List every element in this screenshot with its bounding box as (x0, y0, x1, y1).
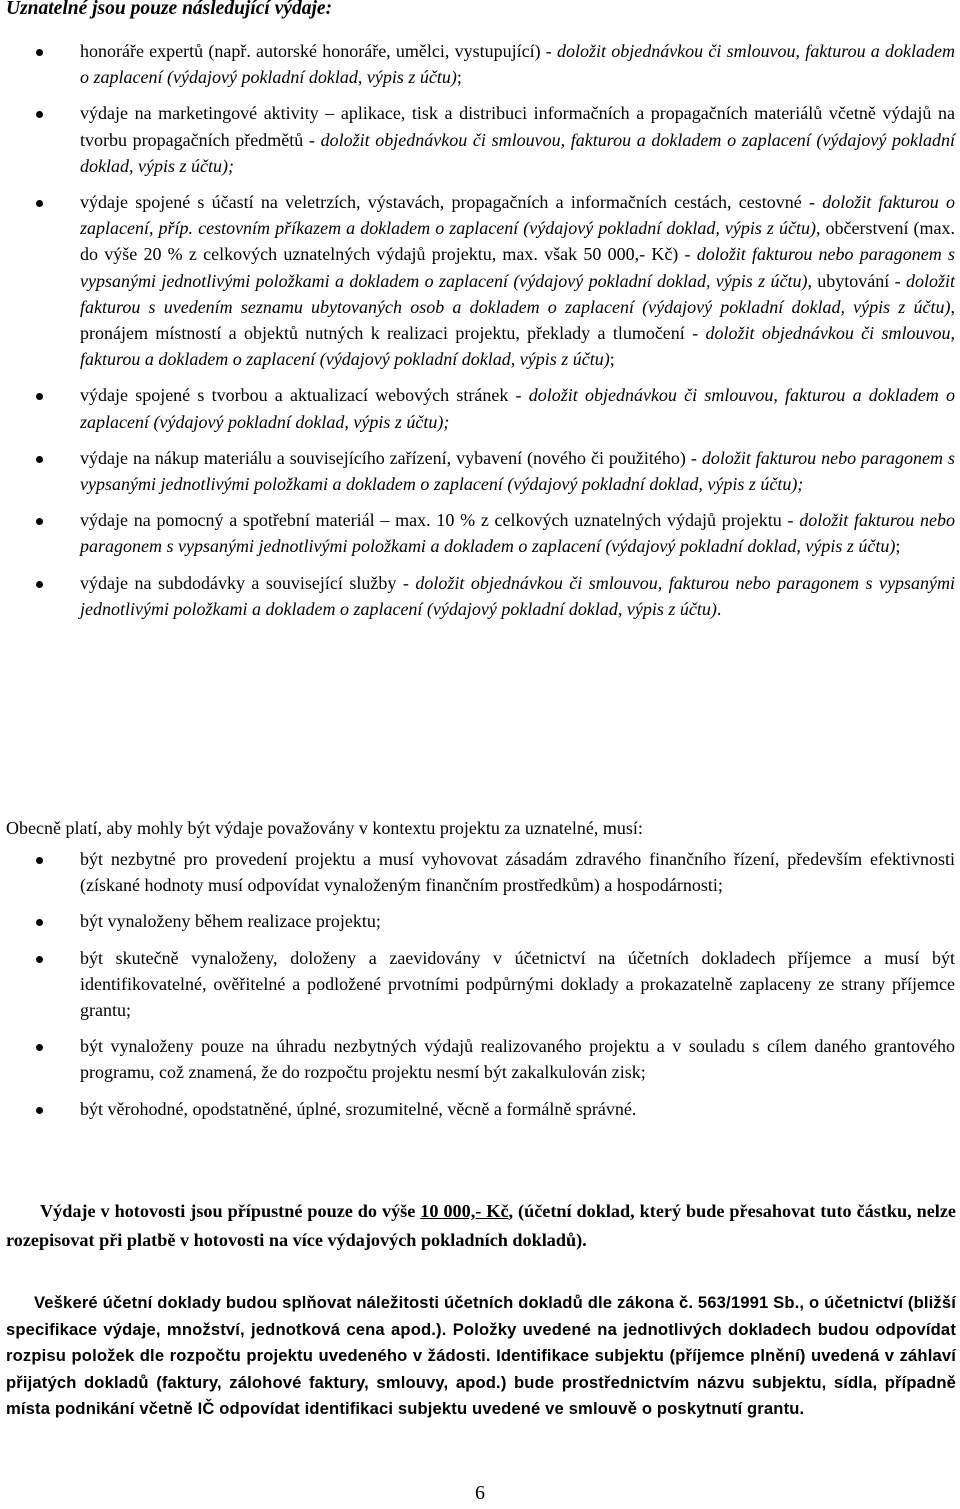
cash-expenses-paragraph (6, 1197, 956, 1255)
underlined-amount: 10 000,- Kč (420, 1201, 509, 1221)
list-item (0, 1096, 960, 1122)
bullet-icon (36, 393, 43, 400)
italic-text: doložit objednávkou či smlouvou, fakturou nebo paragonem s vypsanými jednotlivými položkami a dokladem o zaplacení (výdajový pokladní doklad, výpis z účtu) (80, 572, 956, 619)
text-run: být skutečně vynaloženy, doloženy a zaevidovány v účetnictví na účetních dokladech příjemce a musí být identifikovatelné, ověřitelné a podložené prvotními podpůrnými doklady a prokazatelně zaplaceny ze strany příjemce grantu; (80, 947, 955, 1021)
text-run: výdaje na marketingové aktivity – aplikace, tisk a distribuci informačních a propagačních materiálů včetně výdajů na tvorbu propagačních předmětů - (80, 103, 955, 150)
text-run: , (účetní doklad, který bude přesahovat tuto částku, nelze rozepisovat při platbě v hotovosti na více výdajových pokladních dokladů). (6, 1201, 956, 1250)
text-run: být vynaloženy pouze na úhradu nezbytných výdajů realizovaného projektu a v souladu s cílem daného grantového programu, což znamená, že do rozpočtu projektu nesmí být zakalkulován zisk; (80, 1036, 955, 1083)
italic-text: doložit objednávkou či smlouvou, fakturou a dokladem o zaplacení (výdajový pokladní doklad, výpis z účtu) (80, 323, 956, 370)
list-item (0, 189, 960, 372)
page-number: 6 (475, 1482, 485, 1504)
text-run: být věrohodné, opodstatněné, úplné, srozumitelné, věcně a formálně správné. (80, 1098, 637, 1119)
text-run: , pronájem místností a objektů nutných k realizaci projektu, překlady a tlumočení - (80, 296, 955, 344)
text-run: ; (456, 67, 462, 88)
text-run: výdaje na pomocný a spotřební materiál – max. 10 % z celkových uznatelných výdajů projektu - (80, 510, 800, 531)
list-item (0, 846, 960, 898)
list-item (0, 445, 960, 497)
text-run: být vynaloženy během realizace projektu; (80, 911, 381, 932)
bullet-icon (36, 49, 43, 56)
list-item (0, 38, 960, 90)
italic-text: doložit objednávkou či smlouvou, fakturou a dokladem o zaplacení (výdajový pokladní doklad, výpis z účtu); (80, 129, 956, 176)
general-conditions-intro: Obecně platí, aby mohly být výdaje považovány v kontextu projektu za uznatelné, musí: (6, 818, 643, 838)
list-item (0, 1033, 960, 1085)
italic-text: doložit objednávkou či smlouvou, fakturou a dokladem o zaplacení (výdajový pokladní doklad, výpis z účtu); (80, 385, 955, 432)
italic-text: doložit fakturou nebo paragonem s vypsanými jednotlivými položkami a dokladem o zaplacení (výdajový pokladní doklad, výpis z účtu) (80, 244, 956, 291)
list-item (0, 100, 960, 179)
text-run: výdaje spojené s tvorbou a aktualizací webových stránek - (80, 385, 529, 406)
text-run: výdaje na nákup materiálu a souvisejícího zařízení, vybavení (nového či použitého) - (80, 447, 702, 468)
text-run: Výdaje v hotovosti jsou přípustné pouze do výše (40, 1201, 421, 1221)
bullet-icon (36, 956, 43, 963)
bullet-icon (36, 111, 43, 118)
text-run: . (716, 598, 722, 619)
eligible-expenses-list (0, 38, 960, 622)
text-run: výdaje spojené s účastí na veletrzích, výstavách, propagačních a informačních cestách, cestovné - (80, 192, 823, 213)
section-heading: Uznatelné jsou pouze následující výdaje: (6, 0, 333, 19)
text-run: Veškeré účetní doklady budou splňovat náležitosti účetních dokladů dle zákona č. 563/1991 Sb., o účetnictví (bližší specifikace výdaje, množství, jednotková cena apod.). Položky uvedené na jednotlivých dokladech budou odpovídat rozpisu položek dle rozpočtu projektu uvedeného v žádosti. Identifikace subjektu (příjemce plnění) uvedená v záhlaví přijatých dokladů (faktury, zálohové faktury, smlouvy, apod.) bude prostřednictvím názvu subjektu, sídla, případně místa podnikání včetně IČ odpovídat identifikaci subjektu uvedené ve smlouvě o poskytnutí grantu. (6, 1293, 956, 1418)
bullet-icon (36, 1044, 43, 1051)
text-run: ; (609, 349, 615, 370)
text-run: ; (895, 536, 901, 557)
text-run: být nezbytné pro provedení projektu a musí vyhovovat zásadám zdravého finančního řízení, především efektivnosti (získané hodnoty musí odpovídat vynaloženým finančním prostředkům) a hospodárnosti; (80, 849, 955, 896)
italic-text: doložit fakturou s uvedením seznamu ubytovaných osob a dokladem o zaplacení (výdajový pokladní doklad, výpis z účtu) (80, 270, 955, 317)
list-item (0, 507, 960, 559)
list-item (0, 382, 960, 434)
list-item (0, 945, 960, 1024)
bullet-icon (36, 581, 43, 588)
bullet-icon (36, 919, 43, 926)
text-run: , občerstvení (max. do výše 20 % z celkových uznatelných výdajů projektu, max. však 50 000,- Kč) - (80, 218, 956, 265)
text-run: honoráře expertů (např. autorské honoráře, umělci, vystupující) - (80, 41, 557, 61)
list-item (0, 908, 960, 934)
bullet-icon (36, 1107, 43, 1114)
accounting-documents-paragraph (6, 1290, 956, 1423)
bullet-icon (36, 518, 43, 525)
italic-text: doložit fakturou nebo paragonem s vypsanými jednotlivými položkami a dokladem o zaplacení (výdajový pokladní doklad, výpis z účtu); (80, 447, 955, 495)
eligibility-conditions-list (0, 846, 960, 1122)
list-item (0, 570, 960, 622)
text-run: výdaje na subdodávky a související služby - (80, 572, 416, 593)
italic-text: doložit fakturou nebo paragonem s vypsanými jednotlivými položkami a dokladem o zaplacení (výdajový pokladní doklad, výpis z účtu) (80, 510, 956, 557)
italic-text: doložit objednávkou či smlouvou, fakturou a dokladem o zaplacení (výdajový pokladní doklad, výpis z účtu) (80, 41, 955, 88)
italic-text: doložit fakturou o zaplacení, příp. cestovním příkazem a dokladem o zaplacení (výdajový pokladní doklad, výpis z účtu) (80, 192, 955, 239)
bullet-icon (36, 200, 43, 207)
bullet-icon (36, 456, 43, 463)
bullet-icon (36, 857, 43, 864)
text-run: , ubytování - (807, 270, 906, 291)
